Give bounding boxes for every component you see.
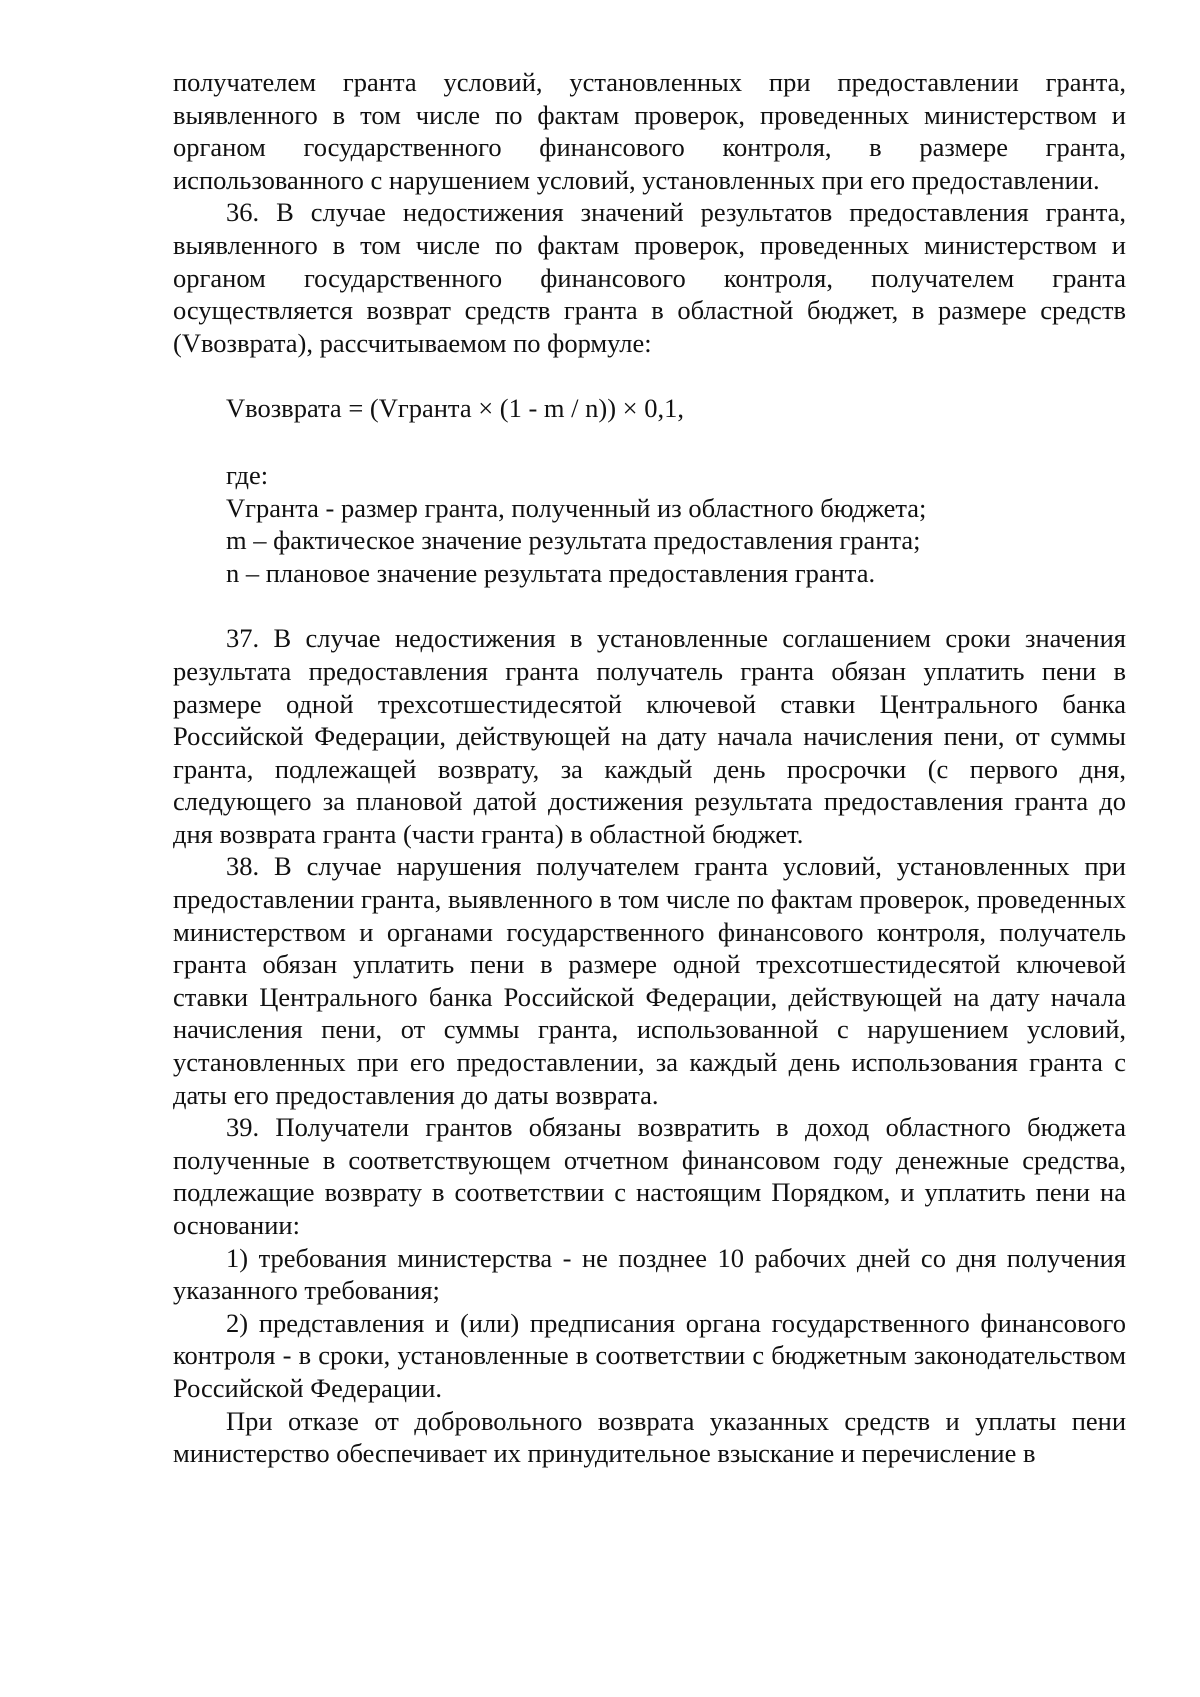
paragraph-36: 36. В случае недостижения значений результатов предоставления гранта, выявленного в том числе по фактам проверок, проведенных министерством и органом государственного финансового контроля, получателем гранта осуществляется возврат средств гранта в областной бюджет, в размере средств (Vвозврата), рассчитываемом по формуле: <box>173 197 1126 358</box>
definition-m: m – фактическое значение результата предоставления гранта; <box>226 525 921 556</box>
definition-n: n – плановое значение результата предоставления гранта. <box>226 557 876 588</box>
paragraph-39-refusal: При отказе от добровольного возврата указанных средств и уплаты пени министерство обеспечивает их принудительное взыскание и перечисление в <box>173 1405 1126 1469</box>
formula-definitions <box>173 459 1126 589</box>
document-page <box>173 66 1126 1470</box>
definition-v-grant: Vгранта - размер гранта, полученный из областного бюджета; <box>226 492 927 523</box>
paragraph-37: 37. В случае недостижения в установленные соглашением сроки значения результата предоставления гранта получатель гранта обязан уплатить пени в размере одной трехсотшестидесятой ключевой ставки Центрального банка Российской Федерации, действующей на дату начала начисления пени, от суммы гранта, подлежащей возврату, за каждый день просрочки (с первого дня, следующего за плановой датой достижения результата предоставления гранта до дня возврата гранта (части гранта) в областной бюджет. <box>173 623 1126 849</box>
spacer <box>173 425 1126 459</box>
spacer <box>173 589 1126 622</box>
paragraph-39: 39. Получатели грантов обязаны возвратить в доход областного бюджета полученные в соответствующем отчетном финансовом году денежные средства, подлежащие возврату в соответствии с настоящим Порядком, и уплатить пени на основании: <box>173 1112 1126 1240</box>
paragraph-39-item-2: 2) представления и (или) предписания органа государственного финансового контроля - в сроки, установленные в соответствии с бюджетным законодательством Российской Федерации. <box>173 1307 1126 1403</box>
return-formula: Vвозврата = (Vгранта × (1 - m / n)) × 0,1, <box>226 393 684 424</box>
paragraph-39-item-1: 1) требования министерства - не позднее 10 рабочих дней со дня получения указанного требования; <box>173 1242 1126 1306</box>
paragraph-35-continuation: получателем гранта условий, установленных при предоставлении гранта, выявленного в том числе по фактам проверок, проведенных министерством и органом государственного финансового контроля, в размере гранта, использованного с нарушением условий, установленных при его предоставлении. <box>173 67 1126 195</box>
spacer <box>173 359 1126 392</box>
paragraph-38: 38. В случае нарушения получателем гранта условий, установленных при предоставлении гранта, выявленного в том числе по фактам проверок, проведенных министерством и органами государственного финансового контроля, получатель гранта обязан уплатить пени в размере одной трехсотшестидесятой ключевой ставки Центрального банка Российской Федерации, действующей на дату начала начисления пени, от суммы гранта, использованной с нарушением условий, установленных при его предоставлении, за каждый день использования гранта с даты его предоставления до даты возврата. <box>173 851 1126 1110</box>
definitions-intro: где: <box>226 459 269 490</box>
